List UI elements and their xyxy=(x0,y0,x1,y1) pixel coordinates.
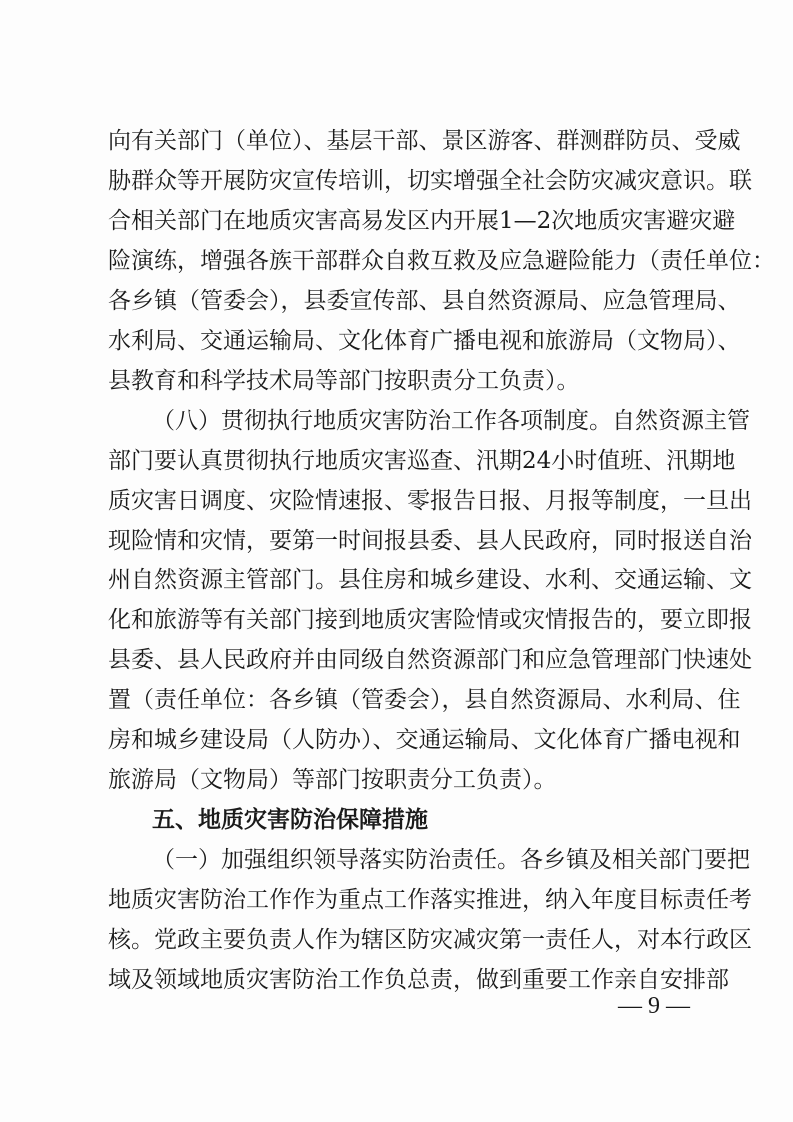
text-line-4: 险演练，增强各族干部群众自救互救及应急避险能力（责任单位： xyxy=(108,248,775,274)
text-line-15: 置（责任单位：各乡镇（管委会），县自然资源局、水利局、住 xyxy=(108,687,741,713)
text-line-22: 域及领域地质灾害防治工作负总责，做到重要工作亲自安排部 xyxy=(108,967,729,993)
text-line-11: 现险情和灾情，要第一时间报县委、县人民政府，同时报送自治 xyxy=(108,528,752,554)
text-line-16: 房和城乡建设局（人防办）、交通运输局、文化体育广播电视和 xyxy=(108,727,741,753)
text-line-6: 水利局、交通运输局、文化体育广播电视和旅游局（文物局）、 xyxy=(108,328,741,354)
text-line-9: 部门要认真贯彻执行地质灾害巡查、汛期24小时值班、汛期地 xyxy=(108,448,736,474)
text-line-12: 州自然资源主管部门。县住房和城乡建设、水利、交通运输、文 xyxy=(108,567,752,593)
section-heading: 五、地质灾害防治保障措施 xyxy=(152,807,428,833)
text-line-17: 旅游局（文物局）等部门按职责分工负责）。 xyxy=(108,767,557,793)
text-line-1: 向有关部门（单位）、基层干部、景区游客、群测群防员、受威 xyxy=(108,128,741,154)
text-line-13: 化和旅游等有关部门接到地质灾害险情或灾情报告的，要立即报 xyxy=(108,607,752,633)
text-line-7: 县教育和科学技术局等部门按职责分工负责）。 xyxy=(108,368,580,394)
text-line-5: 各乡镇（管委会），县委宣传部、县自然资源局、应急管理局、 xyxy=(108,288,741,314)
page-number: — 9 — xyxy=(618,993,690,1019)
text-line-14: 县委、县人民政府并由同级自然资源部门和应急管理部门快速处 xyxy=(108,647,752,673)
paragraph-8-heading-line: （八）贯彻执行地质灾害防治工作各项制度。自然资源主管 xyxy=(152,408,750,434)
text-line-3: 合相关部门在地质灾害高易发区内开展1—2次地质灾害避灾避 xyxy=(108,208,736,234)
text-line-20: 地质灾害防治工作作为重点工作落实推进，纳入年度目标责任考 xyxy=(108,887,752,913)
text-line-2: 胁群众等开展防灾宣传培训，切实增强全社会防灾减灾意识。联 xyxy=(108,168,752,194)
text-line-10: 质灾害日调度、灾险情速报、零报告日报、月报等制度，一旦出 xyxy=(108,488,752,514)
text-line-21: 核。党政主要负责人作为辖区防灾减灾第一责任人，对本行政区 xyxy=(108,927,752,953)
paragraph-1-heading-line: （一）加强组织领导落实防治责任。各乡镇及相关部门要把 xyxy=(152,847,750,873)
